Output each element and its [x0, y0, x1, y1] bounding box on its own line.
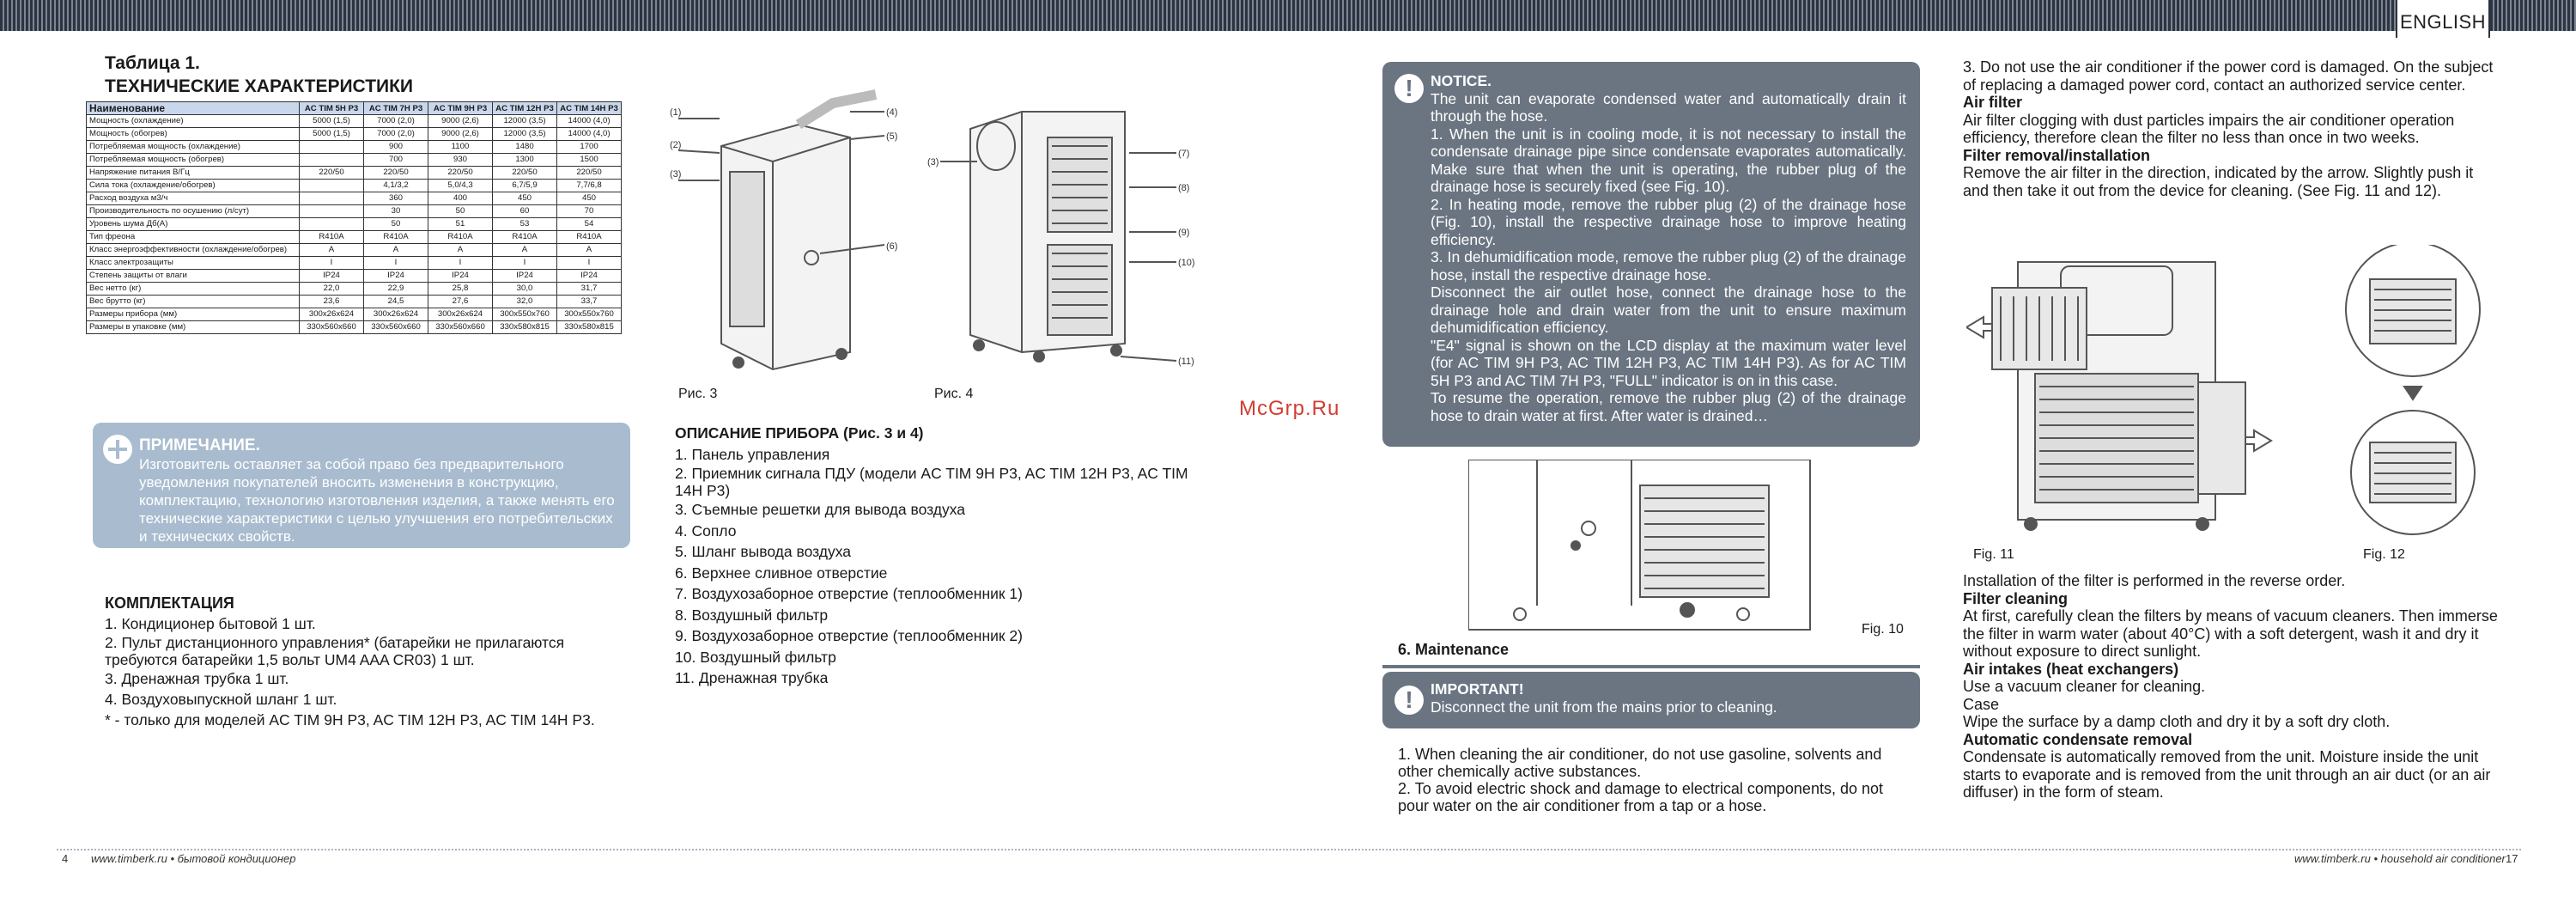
left-footer-site: www.timberk.ru • бытовой кондиционер: [91, 852, 296, 865]
case-text: Wipe the surface by a damp cloth and dry it by a soft dry cloth.: [1963, 713, 2391, 730]
table-row: [87, 231, 622, 244]
spec-table: [86, 101, 622, 334]
table-cell: R410A: [557, 231, 622, 244]
table-row: [87, 283, 622, 296]
description-item: 2. Приемник сигнала ПДУ (модели AC TIM 9H P3, AC TIM 12H P3, AC TIM 14H P3): [675, 465, 1188, 499]
notice-content: [1431, 72, 1906, 424]
table-cell: Расход воздуха м3/ч: [87, 192, 300, 205]
table-cell: 1500: [557, 154, 622, 167]
fig3-caption: Рис. 3: [678, 387, 718, 401]
right-footer-site: www.timberk.ru • household air conditioner: [2294, 852, 2506, 865]
fig10-illustration: [1468, 460, 1812, 631]
table-cell: 7000 (2,0): [364, 115, 428, 128]
table-cell: 24,5: [364, 296, 428, 308]
description-item: 3. Съемные решетки для вывода воздуха: [675, 501, 966, 518]
spec-table-header: [87, 102, 622, 115]
table-cell: Производительность по осушению (л/сут): [87, 205, 300, 218]
table-row: [87, 218, 622, 231]
air-intakes-title: Air intakes (heat exchangers): [1963, 660, 2179, 678]
table-cell: 5000 (1,5): [300, 115, 364, 128]
table-row: [87, 205, 622, 218]
table-cell: 22,0: [300, 283, 364, 296]
fig3-callout: (1): [670, 107, 682, 118]
table-row: [87, 308, 622, 321]
filter-cleaning-text: At first, carefully clean the filters by means of vacuum cleaners. Then immerse the filter in warm water (about 40°C) with a soft detergent, wash it and dry it without exposure to direct sunlight.: [1963, 607, 2498, 660]
watermark: McGrp.Ru: [1239, 397, 1340, 420]
fig10-caption: Fig. 10: [1862, 622, 1904, 637]
table-cell: 53: [493, 218, 557, 231]
notice-paragraph: The unit can evaporate condensed water and automatically drain it through the hose.: [1431, 89, 1906, 125]
table-cell: 330x560x660: [364, 321, 428, 334]
table-row: [87, 257, 622, 270]
kit-item: 2. Пульт дистанционного управления* (батарейки не прилагаются требуются батарейки 1,5 вольт UM4 AAA CR03) 1 шт.: [105, 634, 565, 668]
table-row: [87, 296, 622, 308]
table-cell: A: [364, 244, 428, 257]
table-cell: IP24: [557, 270, 622, 283]
important-content: [1431, 680, 1906, 716]
description-item: 5. Шланг вывода воздуха: [675, 543, 852, 560]
kit-item: 1. Кондиционер бытовой 1 шт.: [105, 615, 316, 632]
table-header-cell: AC TIM 9H P3: [428, 102, 493, 115]
air-filter-text: Air filter clogging with dust particles impairs the air conditioner operation efficiency, therefore clean the filter no less than once in two weeks.: [1963, 111, 2455, 146]
table-cell: 31,7: [557, 283, 622, 296]
fig4-callout: (3): [927, 157, 939, 168]
table-cell: 14000 (4,0): [557, 115, 622, 128]
filter-removal-title: Filter removal/installation: [1963, 146, 2151, 164]
table-cell: R410A: [493, 231, 557, 244]
table-cell: 330x580x815: [493, 321, 557, 334]
table-cell: 32,0: [493, 296, 557, 308]
left-page-number: 4: [62, 852, 69, 865]
table-cell: I: [364, 257, 428, 270]
table-cell: Сила тока (охлаждение/обогрев): [87, 180, 300, 192]
cleaning-list: [1398, 746, 1913, 814]
table-cell: Вес нетто (кг): [87, 283, 300, 296]
filter-removal-text: Remove the air filter in the direction, indicated by the arrow. Slightly push it and then take it out from the device for cleaning. (See Fig. 11 and 12).: [1963, 164, 2474, 199]
table-cell: 400: [428, 192, 493, 205]
table-cell: Размеры прибора (мм): [87, 308, 300, 321]
table-cell: 9000 (2,6): [428, 115, 493, 128]
case-title: Case: [1963, 695, 2000, 713]
table-cell: Уровень шума Дб(А): [87, 218, 300, 231]
table-title: [105, 52, 413, 98]
table-cell: 22,9: [364, 283, 428, 296]
table-cell: 25,8: [428, 283, 493, 296]
table-cell: 12000 (3,5): [493, 115, 557, 128]
table-cell: 27,6: [428, 296, 493, 308]
description-title: ОПИСАНИЕ ПРИБОРА (Рис. 3 и 4): [675, 424, 924, 442]
fig11-caption: Fig. 11: [1973, 547, 2014, 562]
fig4-illustration: [927, 94, 1219, 378]
exclamation-icon: !: [1394, 74, 1424, 103]
kit-title: КОМПЛЕКТАЦИЯ: [105, 594, 234, 612]
fig4-caption: Рис. 4: [934, 387, 974, 401]
description-item: 4. Сопло: [675, 521, 737, 539]
table-row: [87, 180, 622, 192]
description-section: [675, 423, 1190, 689]
table-cell: [300, 205, 364, 218]
maintenance-divider: [1382, 665, 1920, 668]
install-reverse-text: Installation of the filter is performed in the reverse order.: [1963, 572, 2346, 589]
table-row: [87, 141, 622, 154]
table-title-number: Таблица 1.: [105, 53, 200, 73]
top-stripe-bar: [0, 0, 2576, 31]
filter-cleaning-title: Filter cleaning: [1963, 589, 2069, 607]
fig4-callout: (10): [1178, 258, 1195, 268]
table-cell: 9000 (2,6): [428, 128, 493, 141]
table-cell: 330x560x660: [300, 321, 364, 334]
table-cell: I: [493, 257, 557, 270]
fig12-caption: Fig. 12: [2363, 547, 2405, 562]
col2-bottom-section: [1963, 572, 2500, 801]
condensate-text: Condensate is automatically removed from the unit. Moisture inside the unit starts to evaporate and is removed from the unit through an air duct (or an air diffuser) in the form of steam.: [1963, 748, 2491, 801]
table-cell: 220/50: [300, 167, 364, 180]
table-row: [87, 270, 622, 283]
table-cell: 1300: [493, 154, 557, 167]
exclamation-icon: !: [1394, 686, 1424, 715]
description-item: 6. Верхнее сливное отверстие: [675, 564, 888, 582]
table-row: [87, 167, 622, 180]
table-header-cell: AC TIM 12H P3: [493, 102, 557, 115]
table-cell: Потребляемая мощность (охлаждение): [87, 141, 300, 154]
table-cell: 5000 (1,5): [300, 128, 364, 141]
notice-paragraph: To resume the operation, remove the rubber plug (2) of the drainage hose to drain water at first. After water is drained…: [1431, 389, 1906, 424]
table-cell: 330x560x660: [428, 321, 493, 334]
power-cord-warning: 3. Do not use the air conditioner if the power cord is damaged. On the subject of replacing a damaged power cord, contact an authorized service center.: [1963, 58, 2494, 94]
table-row: [87, 154, 622, 167]
kit-footnote: * - только для моделей AC TIM 9H P3, AC TIM 12H P3, AC TIM 14H P3.: [105, 711, 595, 728]
table-cell: 1480: [493, 141, 557, 154]
table-cell: [300, 192, 364, 205]
table-cell: A: [557, 244, 622, 257]
table-row: [87, 192, 622, 205]
table-cell: Потребляемая мощность (обогрев): [87, 154, 300, 167]
table-cell: 60: [493, 205, 557, 218]
table-cell: 7000 (2,0): [364, 128, 428, 141]
table-cell: 300x26x624: [300, 308, 364, 321]
fig3-callout: (2): [670, 140, 682, 150]
table-cell: Мощность (охлаждение): [87, 115, 300, 128]
table-row: [87, 115, 622, 128]
description-item: 11. Дренажная трубка: [675, 669, 829, 686]
condensate-title: Automatic condensate removal: [1963, 730, 2193, 748]
table-cell: 51: [428, 218, 493, 231]
table-cell: IP24: [493, 270, 557, 283]
notice-paragraph: 1. When the unit is in cooling mode, it is not necessary to install the condensate drainage pipe since condensate evaporates automatically. Make sure that when the unit is operating, the rubber plug of the drainage hose is securely fixed (see Fig. 10).: [1431, 125, 1906, 195]
table-cell: 220/50: [493, 167, 557, 180]
table-cell: 450: [557, 192, 622, 205]
notice-paragraph: "E4" signal is shown on the LCD display at the maximum water level (for AC TIM 9H P3, AC TIM 12H P3, AC TIM 14H P3). As for AC TIM 5H P3 and AC TIM 7H P3, "FULL" indicator is on in this case.: [1431, 336, 1906, 389]
table-cell: 14000 (4,0): [557, 128, 622, 141]
table-cell: 300x26x624: [428, 308, 493, 321]
table-cell: 700: [364, 154, 428, 167]
table-cell: Размеры в упаковке (мм): [87, 321, 300, 334]
notice-title: NOTICE.: [1431, 72, 1492, 89]
table-cell: Напряжение питания В/Гц: [87, 167, 300, 180]
notice-paragraph: Disconnect the air outlet hose, connect the drainage hose to the drainage hole and drain water from the unit to ensure maximum dehumidification efficiency.: [1431, 283, 1906, 336]
description-item: 8. Воздушный фильтр: [675, 606, 829, 624]
table-cell: 900: [364, 141, 428, 154]
table-cell: 300x26x624: [364, 308, 428, 321]
table-cell: IP24: [300, 270, 364, 283]
fig3-illustration: [670, 86, 919, 378]
table-cell: 33,7: [557, 296, 622, 308]
right-page-number: 17: [2506, 852, 2518, 865]
table-cell: IP24: [428, 270, 493, 283]
table-cell: 220/50: [364, 167, 428, 180]
table-cell: 23,6: [300, 296, 364, 308]
description-item: 7. Воздухозаборное отверстие (теплообменник 1): [675, 585, 1023, 602]
table-row: [87, 244, 622, 257]
description-item: 1. Панель управления: [675, 445, 830, 463]
table-cell: [300, 180, 364, 192]
table-header-cell: AC TIM 5H P3: [300, 102, 364, 115]
table-cell: Класс электрозащиты: [87, 257, 300, 270]
fig4-callout: (8): [1178, 183, 1190, 193]
table-cell: IP24: [364, 270, 428, 283]
table-cell: Вес брутто (кг): [87, 296, 300, 308]
fig3-callout: (4): [886, 107, 898, 118]
note-text: Изготовитель оставляет за собой право без предварительного уведомления покупателей вносить изменения в конструкцию, комплектацию, технологию изготовления изделия, а также менять его технические характеристики с целью улучшения его потребительских и технических свойств.: [139, 456, 615, 545]
notice-paragraph: 3. In dehumidification mode, remove the rubber plug (2) of the drainage hose, install the respective drainage hose.: [1431, 248, 1906, 283]
kit-item: 4. Воздуховыпускной шланг 1 шт.: [105, 691, 337, 708]
note-title: ПРИМЕЧАНИЕ.: [139, 436, 260, 454]
table-title-name: ТЕХНИЧЕСКИЕ ХАРАКТЕРИСТИКИ: [105, 76, 414, 96]
maintenance-title: 6. Maintenance: [1398, 641, 1510, 658]
table-cell: 930: [428, 154, 493, 167]
table-cell: 50: [428, 205, 493, 218]
table-cell: 5,0/4,3: [428, 180, 493, 192]
air-intakes-text: Use a vacuum cleaner for cleaning.: [1963, 678, 2206, 695]
notice-box: [1382, 62, 1920, 447]
plus-icon: [103, 435, 132, 464]
table-cell: 50: [364, 218, 428, 231]
table-cell: 6,7/5,9: [493, 180, 557, 192]
table-cell: 220/50: [557, 167, 622, 180]
table-cell: 1100: [428, 141, 493, 154]
fig3-callout: (3): [670, 169, 682, 180]
table-cell: 330x580x815: [557, 321, 622, 334]
important-box: [1382, 672, 1920, 728]
table-cell: 30: [364, 205, 428, 218]
table-cell: 220/50: [428, 167, 493, 180]
table-cell: [300, 141, 364, 154]
table-cell: I: [300, 257, 364, 270]
language-tab: ENGLISH: [2396, 0, 2490, 38]
table-cell: 7,7/6,8: [557, 180, 622, 192]
table-header-cell: AC TIM 14H P3: [557, 102, 622, 115]
cleaning-item: 1. When cleaning the air conditioner, do not use gasoline, solvents and other chemically active substances.: [1398, 746, 1882, 780]
fig4-callout: (9): [1178, 228, 1190, 238]
table-cell: 300x550x760: [493, 308, 557, 321]
table-cell: Мощность (обогрев): [87, 128, 300, 141]
notice-paragraph: 2. In heating mode, remove the rubber plug (2) of the drainage hose (Fig. 10), install the respective drainage hose to improve heating efficiency.: [1431, 195, 1906, 248]
important-title: IMPORTANT!: [1431, 680, 1524, 698]
table-cell: R410A: [364, 231, 428, 244]
spec-table-body: [87, 115, 622, 334]
description-item: 9. Воздухозаборное отверстие (теплообменник 2): [675, 627, 1023, 644]
table-cell: A: [428, 244, 493, 257]
description-item: 10. Воздушный фильтр: [675, 648, 836, 666]
important-text: Disconnect the unit from the mains prior to cleaning.: [1431, 698, 1777, 716]
table-cell: Степень защиты от влаги: [87, 270, 300, 283]
kit-section: [105, 593, 620, 730]
air-filter-title: Air filter: [1963, 94, 2023, 111]
table-cell: [300, 154, 364, 167]
table-cell: 54: [557, 218, 622, 231]
cleaning-item: 2. To avoid electric shock and damage to electrical components, do not pour water on the air conditioner from a tap or a hose.: [1398, 780, 1883, 814]
table-cell: 4,1/3,2: [364, 180, 428, 192]
fig3-callout: (6): [886, 241, 898, 252]
note-box: [93, 423, 630, 548]
table-cell: 30,0: [493, 283, 557, 296]
col2-top-section: [1963, 58, 2500, 199]
fig4-callout: (11): [1178, 357, 1194, 367]
table-row: [87, 128, 622, 141]
fig4-callout: (7): [1178, 149, 1190, 159]
table-cell: I: [428, 257, 493, 270]
footer-divider: [57, 849, 2521, 850]
table-cell: R410A: [300, 231, 364, 244]
table-cell: R410A: [428, 231, 493, 244]
table-cell: A: [300, 244, 364, 257]
fig3-callout: (5): [886, 131, 898, 142]
table-cell: Класс энергоэффективности (охлаждение/обогрев): [87, 244, 300, 257]
table-cell: I: [557, 257, 622, 270]
table-cell: 1700: [557, 141, 622, 154]
table-cell: [300, 218, 364, 231]
table-cell: 450: [493, 192, 557, 205]
kit-item: 3. Дренажная трубка 1 шт.: [105, 670, 289, 687]
table-cell: 70: [557, 205, 622, 218]
table-header-cell: Наименование: [87, 102, 300, 115]
table-row: [87, 321, 622, 334]
table-cell: A: [493, 244, 557, 257]
table-cell: 12000 (3,5): [493, 128, 557, 141]
fig11-fig12-illustration: [1966, 245, 2499, 537]
table-cell: Тип фреона: [87, 231, 300, 244]
table-cell: 300x550x760: [557, 308, 622, 321]
table-header-cell: AC TIM 7H P3: [364, 102, 428, 115]
table-cell: 360: [364, 192, 428, 205]
